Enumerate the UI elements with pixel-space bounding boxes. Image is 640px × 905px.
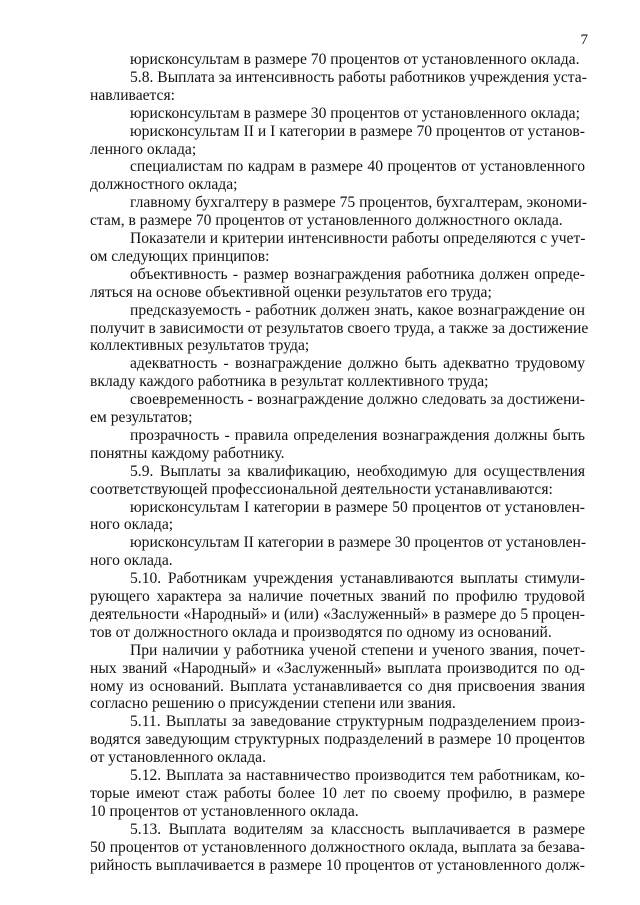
text-line: коллективных результатов труда;: [90, 337, 310, 355]
text-line: тов от должностного оклада и производятся по одному из оснований.: [90, 623, 552, 641]
text-line: торые имеют стаж работы более 10 лет по своему профилю, в размере: [90, 784, 585, 802]
text-line: 5.9. Выплаты за квалификацию, необходимую для осуществления: [130, 462, 585, 480]
text-line: соответствующей профессиональной деятельности устанавливаются:: [90, 480, 553, 498]
text-line: 5.12. Выплата за наставничество производится тем работникам, ко-: [130, 767, 585, 784]
text-line: получит в зависимости от результатов своего труда, а также за достижение: [90, 319, 589, 337]
text-line: рующего характера за наличие почетных званий по профилю трудовой: [90, 588, 585, 605]
text-line: навливается:: [90, 86, 175, 104]
text-line: юрисконсультам II и I категории в размере 70 процентов от установ-: [130, 122, 585, 140]
text-line: объективность - размер вознаграждения работника должен опреде-: [130, 265, 585, 283]
text-line: юрисконсультам в размере 70 процентов от установленного оклада.: [130, 51, 580, 68]
text-line: юрисконсультам II категории в размере 30 процентов от установлен-: [130, 534, 587, 552]
text-line: прозрачность - правила определения вознаграждения должны быть: [130, 426, 585, 444]
text-line: ного оклада;: [90, 516, 174, 534]
text-line: 5.8. Выплата за интенсивность работы работников учреждения уста-: [130, 68, 587, 86]
text-line: 5.13. Выплата водителям за классность выплачивается в размере: [130, 820, 585, 838]
text-line: ем результатов;: [90, 409, 193, 426]
text-line: адекватность - вознаграждение должно быть адекватно трудовому: [130, 355, 585, 373]
text-line: должностного оклада;: [90, 176, 238, 194]
text-line: своевременность - вознаграждение должно следовать за достижени-: [130, 391, 585, 409]
text-line: рийность выплачивается в размере 10 процентов от установленного долж-: [90, 856, 585, 874]
text-line: деятельности «Народный» и (или) «Заслуженный» в размере до 5 процен-: [90, 605, 585, 623]
text-line: 5.11. Выплаты за заведование структурным подразделением произ-: [130, 713, 585, 731]
text-line: юрисконсультам I категории в размере 50 процентов от установлен-: [130, 498, 585, 516]
text-line: 5.10. Работникам учреждения устанавливаются выплаты стимули-: [130, 570, 585, 588]
text-line: ных званий «Народный» и «Заслуженный» выплата производится по од-: [90, 659, 585, 677]
text-line: 50 процентов от установленного должностного оклада, выплата за безава-: [90, 838, 585, 856]
text-line: 10 процентов от установленного оклада.: [90, 802, 359, 820]
text-line: от установленного оклада.: [90, 749, 266, 767]
text-line: ному из оснований. Выплата устанавливается со дня присвоения звания: [90, 677, 585, 695]
text-line: согласно решению о присуждении степени или звания.: [90, 695, 456, 713]
text-line: юрисконсультам в размере 30 процентов от установленного оклада;: [130, 104, 580, 122]
text-line: При наличии у работника ученой степени и ученого звания, почет-: [130, 641, 585, 659]
text-line: ного оклада.: [90, 552, 173, 570]
text-line: понятны каждому работнику.: [90, 444, 285, 462]
text-line: предсказуемость - работник должен знать, какое вознаграждение он: [130, 301, 585, 319]
text-line: водятся заведующим структурных подразделений в размере 10 процентов: [90, 731, 585, 749]
text-line: Показатели и критерии интенсивности работы определяются с учет-: [130, 230, 586, 247]
text-line: ляться на основе объективной оценки результатов его труда;: [90, 283, 492, 301]
text-line: вкладу каждого работника в результат коллективного труда;: [90, 373, 489, 391]
text-line: специалистам по кадрам в размере 40 процентов от установленного: [130, 158, 585, 176]
page-number: 7: [580, 32, 588, 48]
text-line: ленного оклада;: [90, 140, 197, 158]
text-line: ом следующих принципов:: [90, 247, 270, 265]
text-line: стам, в размере 70 процентов от установленного должностного оклада.: [90, 212, 563, 230]
text-line: главному бухгалтеру в размере 75 процентов, бухгалтерам, экономи-: [130, 194, 588, 212]
